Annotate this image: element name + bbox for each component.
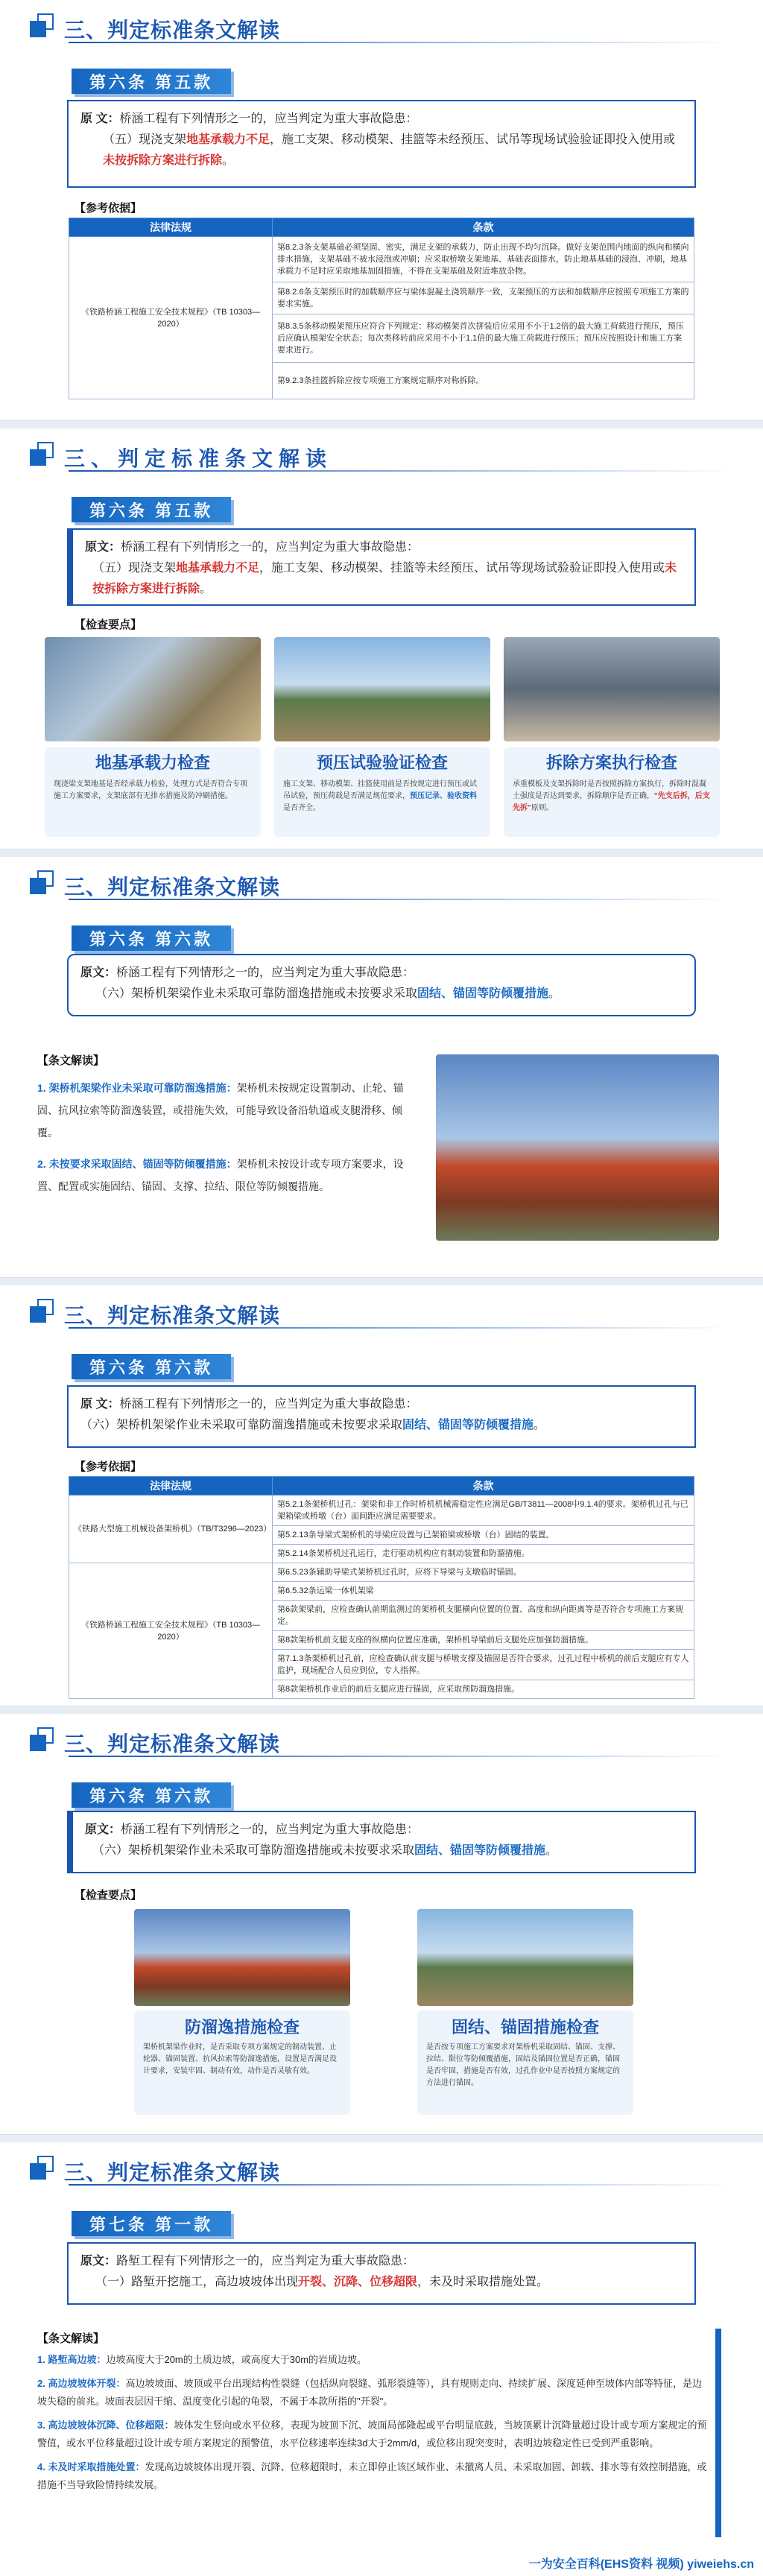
card-text-end: 是否齐全。 bbox=[283, 804, 320, 812]
interpretation-list bbox=[37, 1077, 410, 1200]
header-underline bbox=[69, 899, 733, 900]
side-decoration bbox=[715, 2329, 721, 2537]
original-text-box bbox=[67, 528, 696, 606]
original-intro: 桥涵工程有下列情形之一的，应当判定为重大事故隐患： bbox=[116, 966, 415, 979]
clause-end: 。 bbox=[534, 1419, 546, 1431]
clause-tag: 第六条 第五款 bbox=[72, 69, 231, 94]
law-name: 《铁路桥涵工程施工安全技术规程》（TB 10303—2020） bbox=[69, 1563, 273, 1699]
section-label: 【检查要点】 bbox=[75, 618, 142, 631]
header-square-icon bbox=[30, 878, 46, 894]
clause-cell: 第8.3.5条移动模架预压应符合下列规定：移动模架首次拼装后应采用不小于1.2倍的最大施工荷载进行预压，预压后应确认模架安全状态；每次类移转前应采用不小于1.1倍的最大施工荷载进行预压；预压应按照设计和施工方案要求进行。 bbox=[273, 314, 694, 363]
card-text-end: 原则。 bbox=[531, 804, 554, 812]
table-row bbox=[69, 1496, 694, 1526]
header-square-icon bbox=[30, 449, 46, 466]
original-intro: 桥涵工程有下列情形之一的，应当判定为重大事故隐患： bbox=[121, 1823, 420, 1836]
section-label: 【条文解读】 bbox=[37, 2332, 105, 2345]
clause-middle: ，施工支架、移动模架、挂篮等未经预压、试吊等现场试验验证即投入使用或 bbox=[259, 562, 665, 575]
original-intro: 桥涵工程有下列情形之一的，应当判定为重大事故隐患： bbox=[121, 541, 420, 554]
table-header-law: 法律法规 bbox=[69, 218, 273, 237]
list-item bbox=[37, 1153, 410, 1197]
slide-title: 三、判定标准条文解读 bbox=[64, 1732, 281, 1756]
clause-tag: 第六条 第五款 bbox=[72, 497, 231, 522]
clause-prefix: （六）架桥机架梁作业未采取可靠防溜逸措施或未按要求采取 bbox=[92, 1844, 415, 1857]
law-name: 《铁路桥涵工程施工安全技术规程》（TB 10303—2020） bbox=[69, 237, 273, 399]
clause-cell: 第8款架桥机前支腿支座的纵横向位置应准确，架桥机导梁前后支腿处应加强防溜措施。 bbox=[273, 1631, 694, 1650]
clause-cell: 第5.2.13条导梁式架桥机的导梁应设置与已架箱梁或桥墩（台）固结的装置。 bbox=[273, 1526, 694, 1545]
clause-end: 。 bbox=[200, 583, 212, 595]
header-underline bbox=[69, 1327, 733, 1329]
item-lead: 3. 高边坡坡体沉降、位移超限： bbox=[37, 2420, 174, 2431]
clause-tag: 第七条 第一款 bbox=[72, 2211, 231, 2236]
original-label: 原文： bbox=[80, 966, 117, 979]
clause-highlight-1: 开裂、沉降、位移超限 bbox=[298, 2276, 418, 2288]
item-lead: 2. 高边坡坡体开裂： bbox=[37, 2378, 126, 2389]
item-text: 架桥机未按设计或专项方案要求，设置、配置或实施固结、锚固、支撑、拉结、限位等防倾覆措施。 bbox=[37, 1158, 404, 1192]
slide-title: 三、判定标准条文解读 bbox=[64, 2161, 281, 2184]
header-underline bbox=[69, 2184, 733, 2186]
interpretation-list bbox=[37, 2351, 708, 2497]
item-lead: 2. 未按要求采取固结、锚固等防倾覆措施： bbox=[37, 1158, 237, 1170]
anti-slip-photo bbox=[134, 1909, 350, 2006]
original-text-box bbox=[67, 1385, 696, 1448]
clause-highlight-1: 地基承载力不足 bbox=[186, 133, 270, 146]
table-header-clause: 条款 bbox=[273, 218, 694, 237]
clause-cell: 第6.5.23条辅助导梁式架桥机过孔时，应将下导梁与支墩临时锚固。 bbox=[273, 1563, 694, 1582]
header-square-icon bbox=[30, 1306, 46, 1323]
list-item bbox=[37, 2351, 708, 2369]
slide-5 bbox=[0, 1714, 763, 2135]
section-label: 【参考依据】 bbox=[75, 1461, 142, 1473]
section-label: 【条文解读】 bbox=[37, 1054, 105, 1067]
clause-highlight-1: 固结、锚固等防倾覆措施 bbox=[417, 987, 549, 1000]
clause-middle: ，施工支架、移动模架、挂篮等未经预压、试吊等现场试验验证即投入使用或 bbox=[270, 133, 676, 146]
item-lead: 1. 路堑高边坡： bbox=[37, 2354, 107, 2365]
card-title: 固结、锚固措施检查 bbox=[451, 2018, 599, 2037]
worker-photo bbox=[45, 637, 261, 741]
dismantling-photo bbox=[504, 637, 720, 741]
clause-highlight-2: 未按拆除方案进行拆除 bbox=[103, 154, 223, 167]
clause-tag: 第六条 第六款 bbox=[72, 925, 231, 951]
clause-cell: 第5.2.1条架桥机过孔：架梁和非工作时桥机机械需稳定性应满足GB/T3811—2008中9.1.4的要求。架桥机过孔与已架箱梁或桥墩（台）面间距应满足需要要求。 bbox=[273, 1496, 694, 1526]
slide-title: 三、判定标准条文解读 bbox=[64, 19, 281, 42]
law-name: 《铁路大型施工机械设备架桥机》（TB/T3296—2023） bbox=[69, 1496, 273, 1563]
formwork-photo bbox=[274, 637, 490, 741]
list-item bbox=[37, 2458, 708, 2494]
card-text-main: 施工支架、移动模架、挂篮使用前是否按规定进行预压或试吊试验，预压荷载是否满足规范要求， bbox=[283, 780, 477, 800]
clause-prefix: （五）现浇支架 bbox=[92, 562, 177, 575]
card-text: 是否按专项施工方案要求对架桥机采取固结、锚固、支撑、拉结、限位等防倾覆措施，固结及锚固位置是否正确，锚固是否牢固，措施是否有效，过孔作业中是否按照方案规定的方法进行锚固。 bbox=[426, 2043, 620, 2087]
slide-6 bbox=[0, 2142, 763, 2576]
item-lead: 4. 未及时采取措施处置： bbox=[37, 2461, 145, 2472]
item-text: 边坡高度大于20m的土质边坡，或高度大于30m的岩质边坡。 bbox=[106, 2354, 367, 2365]
slide-1 bbox=[0, 0, 763, 421]
header-underline bbox=[69, 470, 733, 472]
list-item bbox=[37, 2417, 708, 2452]
clause-end: 。 bbox=[548, 987, 561, 1000]
clause-tag: 第六条 第六款 bbox=[72, 1782, 231, 1808]
clause-tag: 第六条 第六款 bbox=[72, 1354, 231, 1379]
card-text bbox=[513, 779, 711, 814]
original-text-box bbox=[67, 2242, 696, 2305]
header-underline bbox=[69, 1756, 733, 1757]
clause-cell: 第8.2.6条支架预压时的加载顺序应与梁体混凝土浇筑顺序一致，支架预压的方法和加载顺序应按照专项施工方案的要求实施。 bbox=[273, 282, 694, 314]
card-text bbox=[283, 779, 481, 814]
list-item bbox=[37, 2375, 708, 2411]
card-text: 架桥机架梁作业时，是否采取专项方案规定的制动装置、止轮器、锚固装置、抗风拉索等防溜逸措施，设置是否满足设计要求，安装牢固、制动有效，动作是否灵敏有效。 bbox=[143, 2043, 337, 2075]
original-label: 原 文： bbox=[80, 113, 120, 125]
clause-cell: 第8款架桥机作业后的前后支腿应进行锚固，应采取预防溜逸措施。 bbox=[273, 1680, 694, 1699]
clause-highlight-1: 固结、锚固等防倾覆措施 bbox=[402, 1419, 534, 1431]
clause-cell: 第6款架梁前，应检查确认前期监测过的架桥机支腿横向位置的位置、高度和纵向距离等是否符合专项施工方案规定。 bbox=[273, 1601, 694, 1631]
card-title: 防溜逸措施检查 bbox=[184, 2018, 300, 2037]
original-intro: 桥涵工程有下列情形之一的，应当判定为重大事故隐患： bbox=[119, 1398, 418, 1411]
header-square-icon bbox=[30, 21, 46, 37]
clause-highlight-2: 未按拆除方案进行拆除 bbox=[92, 562, 677, 595]
clause-highlight-1: 地基承载力不足 bbox=[176, 562, 260, 575]
card-title: 地基承载力检查 bbox=[95, 753, 210, 772]
item-lead: 1. 架桥机架梁作业未采取可靠防溜逸措施： bbox=[37, 1082, 237, 1094]
card-text-highlight: 预压记录、验收资料 bbox=[410, 792, 477, 800]
original-text-box bbox=[67, 100, 696, 188]
header-square-icon bbox=[30, 1735, 46, 1751]
original-intro: 路堑工程有下列情形之一的，应当判定为重大事故隐患： bbox=[116, 2255, 415, 2268]
original-text-box bbox=[67, 1811, 696, 1873]
original-label: 原文： bbox=[85, 1823, 121, 1836]
original-intro: 桥涵工程有下列情形之一的，应当判定为重大事故隐患： bbox=[119, 113, 418, 125]
section-label: 【参考依据】 bbox=[75, 202, 142, 215]
list-item bbox=[37, 1077, 410, 1144]
header-underline bbox=[69, 42, 733, 43]
slide-4 bbox=[0, 1285, 763, 1706]
original-label: 原文： bbox=[85, 541, 121, 554]
slide-2 bbox=[0, 428, 763, 849]
reference-table bbox=[69, 1476, 694, 1699]
footer-watermark[interactable]: 一为安全百科(EHS资料 视频) yiweiehs.cn bbox=[528, 2558, 754, 2571]
original-label: 原 文： bbox=[80, 1398, 120, 1411]
clause-cell: 第6.5.32条运梁一体机架梁 bbox=[273, 1582, 694, 1601]
clause-highlight-1: 固结、锚固等防倾覆措施 bbox=[414, 1844, 546, 1857]
item-text: 发现高边坡坡体出现开裂、沉降、位移超限时，未立即停止该区域作业、未撤离人员、未采取加固、卸载、排水等有效控制措施，或措施不当导致险情持续发展。 bbox=[37, 2461, 707, 2490]
clause-cell: 第5.2.14条架桥机过孔运行，走行驱动机构应有制动装置和防溜措施。 bbox=[273, 1545, 694, 1563]
clause-prefix: （六）架桥机架梁作业未采取可靠防溜逸措施或未按要求采取 bbox=[95, 987, 418, 1000]
table-row bbox=[69, 1563, 694, 1582]
item-text: 高边坡坡面、坡顶或平台出现结构性裂缝（包括纵向裂缝、弧形裂缝等），具有规则走向、持续扩展、深度延伸至坡体内部等特征，是边坡失稳的前兆。坡面表层因干缩、温度变化引起的龟裂，不属于本款所指的"开裂"。 bbox=[37, 2378, 702, 2407]
card-text: 现浇梁支架地基是否经承载力检验，处理方式是否符合专项施工方案要求，支架底部有无排水措施及防冲刷措施。 bbox=[54, 780, 247, 800]
slide-title: 三、判定标准条文解读 bbox=[64, 447, 333, 470]
card-text-main: 承重模板及支架拆除时是否按照拆除方案执行，拆除时混凝土强度是否达到要求，拆除顺序是否正确， bbox=[513, 780, 706, 800]
clause-prefix: （六）架桥机架梁作业未采取可靠防溜逸措施或未按要求采取 bbox=[80, 1419, 403, 1431]
table-header-law: 法律法规 bbox=[69, 1477, 273, 1496]
reference-table bbox=[69, 218, 694, 399]
original-text-box bbox=[67, 954, 696, 1016]
slide-title: 三、判定标准条文解读 bbox=[64, 1304, 281, 1327]
clause-cell: 第8.2.3条支架基础必须坚固、密实，满足支架的承载力，防止出现不均匀沉降。做好支架范围内地面的纵向和横向排水措施，支架基础不被水浸泡或冲刷；应采取桥墩支架地基、基础表面排水，防止地基基础的浸泡、冲刷，地基承载力不足时应采取地基加固措施，不得在支架基础及附近堆放杂物。 bbox=[273, 237, 694, 282]
item-text: 坡体发生竖向或水平位移，表现为坡顶下沉、坡面局部隆起或平台明显底鼓，当坡顶累计沉降量超过设计或专项方案规定的预警值，或水平位移量超过设计或专项方案规定的预警值，水平位移速率连续3d大于2mm/d，或位移出现突变时，表明边坡稳定性已受到严重影响。 bbox=[37, 2420, 707, 2449]
clause-prefix: （五）现浇支架 bbox=[103, 133, 187, 146]
section-label: 【检查要点】 bbox=[75, 1889, 142, 1902]
card-text-highlight: "先支后拆，后支先拆" bbox=[513, 792, 710, 812]
anchoring-photo bbox=[417, 1909, 633, 2006]
clause-end: 。 bbox=[222, 154, 235, 167]
table-header-clause: 条款 bbox=[273, 1477, 694, 1496]
bridge-erecting-machine-photo bbox=[436, 1054, 719, 1241]
original-label: 原文： bbox=[80, 2255, 117, 2268]
item-text: 架桥机未按规定设置制动、止轮、锚固、抗风拉索等防溜逸装置，或措施失效，可能导致设备沿轨道或支腿滑移、倾覆。 bbox=[37, 1082, 404, 1139]
clause-cell: 第7.1.3条架桥机过孔前，应检查确认前支腿与桥墩支撑及锚固是否符合要求，过孔过程中桥机的前后支腿应有专人监护，现场配合人员应到位，专人指挥。 bbox=[273, 1650, 694, 1680]
clause-end: ，未及时采取措施处置。 bbox=[417, 2276, 549, 2288]
clause-prefix: （一）路堑开挖施工，高边坡坡体出现 bbox=[95, 2276, 299, 2288]
card-title: 预压试验验证检查 bbox=[316, 753, 448, 772]
clause-cell: 第9.2.3条挂篮拆除应按专项施工方案规定顺序对称拆除。 bbox=[273, 363, 694, 399]
slide-title: 三、判定标准条文解读 bbox=[64, 876, 281, 899]
table-row bbox=[69, 237, 694, 282]
header-square-icon bbox=[30, 2163, 46, 2180]
card-title: 拆除方案执行检查 bbox=[545, 753, 677, 772]
slide-3 bbox=[0, 857, 763, 1278]
clause-end: 。 bbox=[545, 1844, 558, 1857]
